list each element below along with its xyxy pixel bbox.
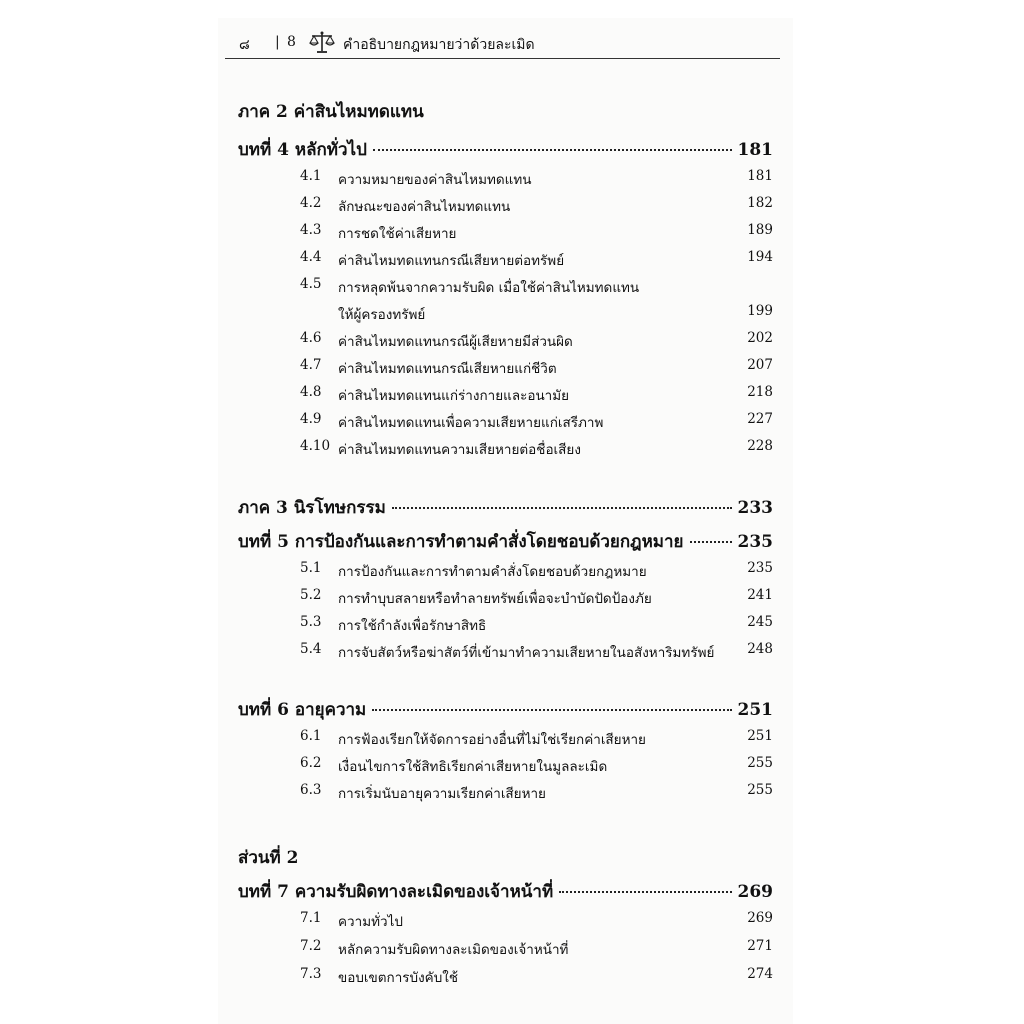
dot-leader	[373, 149, 732, 151]
toc-part-3[interactable]	[238, 494, 773, 521]
entry-number: 6.1	[300, 728, 322, 744]
entry-title: ค่าสินไหมทดแทนกรณีเสียหายแก่ชีวิต	[338, 361, 557, 377]
entry-title: การใช้กำลังเพื่อรักษาสิทธิ	[338, 618, 487, 634]
entry-title: เงื่อนไขการใช้สิทธิเรียกค่าเสียหายในมูลละเมิด	[338, 759, 608, 775]
entry-number: 4.10	[300, 438, 331, 454]
part-page: 233	[737, 498, 773, 518]
chapter-title: บทที่ 7 ความรับผิดทางละเมิดของเจ้าหน้าที่	[238, 882, 554, 902]
entry-title: ค่าสินไหมทดแทนแก่ร่างกายและอนามัย	[338, 388, 570, 404]
entry-title: การทำบุบสลายหรือทำลายทรัพย์เพื่อจะบำบัดปัดป้องภัย	[338, 591, 652, 607]
entry-page: 207	[747, 357, 773, 373]
toc-chapter-7[interactable]	[238, 878, 773, 905]
entry-number: 6.3	[300, 782, 322, 798]
entry-title: ความทั่วไป	[338, 914, 403, 930]
entry-number: 4.5	[300, 276, 322, 292]
entry-number: 4.2	[300, 195, 322, 211]
entry-title: การป้องกันและการทำตามคำสั่งโดยชอบด้วยกฎหมาย	[338, 564, 647, 580]
header-separator: |	[275, 34, 280, 50]
entry-title: ค่าสินไหมทดแทนกรณีผู้เสียหายมีส่วนผิด	[338, 334, 573, 350]
entry-page: 194	[747, 249, 773, 265]
entry-page: 202	[747, 330, 773, 346]
book-title: คำอธิบายกฎหมายว่าด้วยละเมิด	[343, 37, 535, 53]
dot-leader	[392, 507, 732, 509]
part-2-heading: ภาค 2 ค่าสินไหมทดแทน	[238, 102, 424, 122]
chapter-page: 181	[737, 140, 773, 160]
entry-number: 5.4	[300, 641, 322, 657]
chapter-title: บทที่ 6 อายุความ	[238, 700, 367, 720]
entry-page: 274	[747, 966, 773, 982]
entry-page: 182	[747, 195, 773, 211]
page-number: 8	[287, 34, 296, 50]
entry-title: การฟ้องเรียกให้จัดการอย่างอื่นที่ไม่ใช่เรียกค่าเสียหาย	[338, 732, 646, 748]
entry-number: 4.7	[300, 357, 322, 373]
entry-number: 7.3	[300, 966, 322, 982]
entry-page: 235	[747, 560, 773, 576]
toc-chapter-5[interactable]	[238, 528, 773, 555]
chapter-page: 269	[737, 882, 773, 902]
entry-number: 5.2	[300, 587, 322, 603]
chapter-title: บทที่ 5 การป้องกันและการทำตามคำสั่งโดยชอบด้วยกฎหมาย	[238, 532, 684, 552]
dot-leader	[559, 891, 731, 893]
entry-number: 5.1	[300, 560, 322, 576]
entry-page: 228	[747, 438, 773, 454]
entry-title: ความหมายของค่าสินไหมทดแทน	[338, 172, 532, 188]
entry-title: ขอบเขตการบังคับใช้	[338, 970, 459, 986]
entry-page: 199	[747, 303, 773, 319]
entry-page: 255	[747, 755, 773, 771]
toc-chapter-6[interactable]	[238, 696, 773, 723]
entry-page: 218	[747, 384, 773, 400]
dot-leader	[690, 541, 732, 543]
division-2-heading: ส่วนที่ 2	[238, 848, 299, 868]
entry-page: 255	[747, 782, 773, 798]
entry-number: 5.3	[300, 614, 322, 630]
chapter-page: 251	[737, 700, 773, 720]
part-title: ภาค 3 นิรโทษกรรม	[238, 498, 386, 518]
entry-page: 269	[747, 910, 773, 926]
entry-title: ลักษณะของค่าสินไหมทดแทน	[338, 199, 511, 215]
chapter-title: บทที่ 4 หลักทั่วไป	[238, 140, 367, 160]
entry-number: 6.2	[300, 755, 322, 771]
page-number-thai: ๘	[239, 37, 250, 53]
entry-title: การหลุดพ้นจากความรับผิด เมื่อใช้ค่าสินไหมทดแทน	[338, 280, 640, 296]
entry-title-continued: ให้ผู้ครองทรัพย์	[338, 307, 426, 323]
entry-title: ค่าสินไหมทดแทนกรณีเสียหายต่อทรัพย์	[338, 253, 565, 269]
dot-leader	[372, 709, 731, 711]
entry-page: 181	[747, 168, 773, 184]
entry-number: 4.9	[300, 411, 322, 427]
entry-page: 248	[747, 641, 773, 657]
entry-page: 189	[747, 222, 773, 238]
entry-page: 241	[747, 587, 773, 603]
entry-number: 4.8	[300, 384, 322, 400]
entry-page: 227	[747, 411, 773, 427]
entry-number: 4.6	[300, 330, 322, 346]
entry-title: หลักความรับผิดทางละเมิดของเจ้าหน้าที่	[338, 942, 569, 958]
entry-title: การเริ่มนับอายุความเรียกค่าเสียหาย	[338, 786, 546, 802]
entry-title: การจับสัตว์หรือฆ่าสัตว์ที่เข้ามาทำความเสียหายในอสังหาริมทรัพย์	[338, 645, 715, 661]
entry-number: 7.2	[300, 938, 322, 954]
entry-title: ค่าสินไหมทดแทนเพื่อความเสียหายแก่เสรีภาพ	[338, 415, 604, 431]
entry-page: 271	[747, 938, 773, 954]
page-header	[225, 30, 780, 59]
scales-of-justice-icon	[309, 30, 335, 54]
toc-chapter-4[interactable]	[238, 136, 773, 163]
entry-number: 4.1	[300, 168, 322, 184]
entry-number: 4.4	[300, 249, 322, 265]
entry-page: 251	[747, 728, 773, 744]
chapter-page: 235	[737, 532, 773, 552]
entry-number: 4.3	[300, 222, 322, 238]
entry-title: ค่าสินไหมทดแทนความเสียหายต่อชื่อเสียง	[338, 442, 581, 458]
entry-page: 245	[747, 614, 773, 630]
entry-number: 7.1	[300, 910, 322, 926]
entry-title: การชดใช้ค่าเสียหาย	[338, 226, 457, 242]
